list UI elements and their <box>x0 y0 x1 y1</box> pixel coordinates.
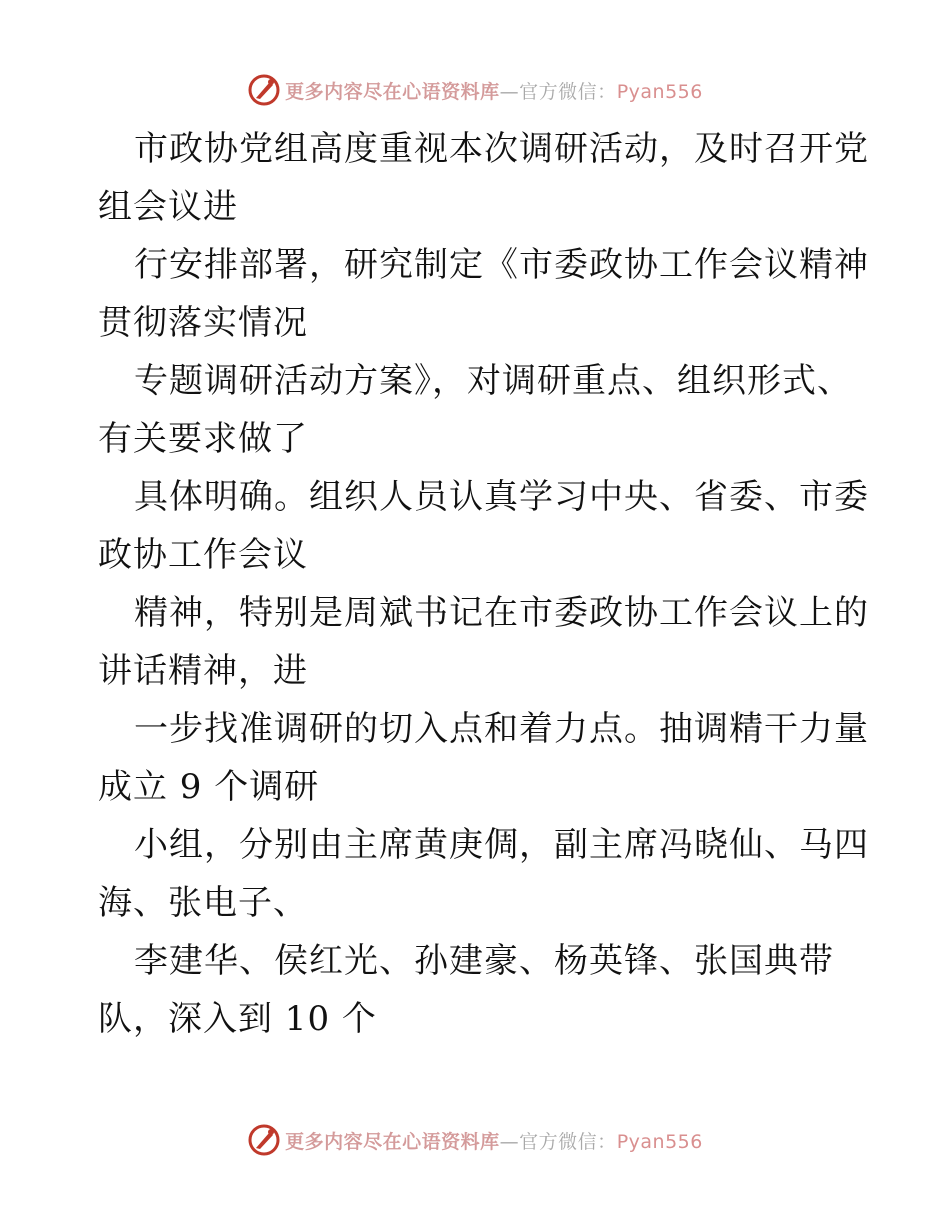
body-line: 海、张电子、 <box>98 883 308 923</box>
footer-banner <box>0 1120 950 1160</box>
header-site-text: 更多内容尽在心语资料库 <box>285 80 500 103</box>
body-line: 贯彻落实情况 <box>98 303 308 343</box>
body-line: 有关要求做了 <box>98 419 308 459</box>
body-line: 政协工作会议 <box>98 535 308 575</box>
body-line: 行安排部署，研究制定《市委政协工作会议精神 <box>134 245 869 285</box>
body-line: 一步找准调研的切入点和着力点。抽调精干力量 <box>134 709 869 749</box>
header-banner <box>0 70 950 110</box>
footer-banner-text <box>285 1127 703 1154</box>
header-wechat-label: 官方微信： <box>519 80 617 103</box>
body-line: 市政协党组高度重视本次调研活动，及时召开党 <box>134 129 869 169</box>
body-line: 讲话精神，进 <box>98 651 308 691</box>
quill-pen-logo-icon <box>247 73 281 107</box>
body-line: 专题调研活动方案》，对调研重点、组织形式、 <box>134 361 852 401</box>
body-line: 队，深入到 10 个 <box>98 999 377 1039</box>
header-dash: — <box>499 80 520 103</box>
footer-site-text: 更多内容尽在心语资料库 <box>285 1130 500 1153</box>
document-body <box>98 120 869 1048</box>
body-line: 小组，分别由主席黄庚倜，副主席冯晓仙、马四 <box>134 825 869 865</box>
body-line: 李建华、侯红光、孙建豪、杨英锋、张国典带 <box>134 941 834 981</box>
body-line: 组会议进 <box>98 187 238 227</box>
footer-wechat-id: Pyan556 <box>616 1130 703 1153</box>
footer-wechat-label: 官方微信： <box>519 1130 617 1153</box>
body-line: 成立 9 个调研 <box>98 767 320 807</box>
body-line: 精神，特别是周斌书记在市委政协工作会议上的 <box>134 593 869 633</box>
header-banner-text <box>285 77 703 104</box>
body-line: 具体明确。组织人员认真学习中央、省委、市委 <box>134 477 869 517</box>
quill-pen-logo-icon <box>247 1123 281 1157</box>
footer-dash: — <box>499 1130 520 1153</box>
header-wechat-id: Pyan556 <box>616 80 703 103</box>
